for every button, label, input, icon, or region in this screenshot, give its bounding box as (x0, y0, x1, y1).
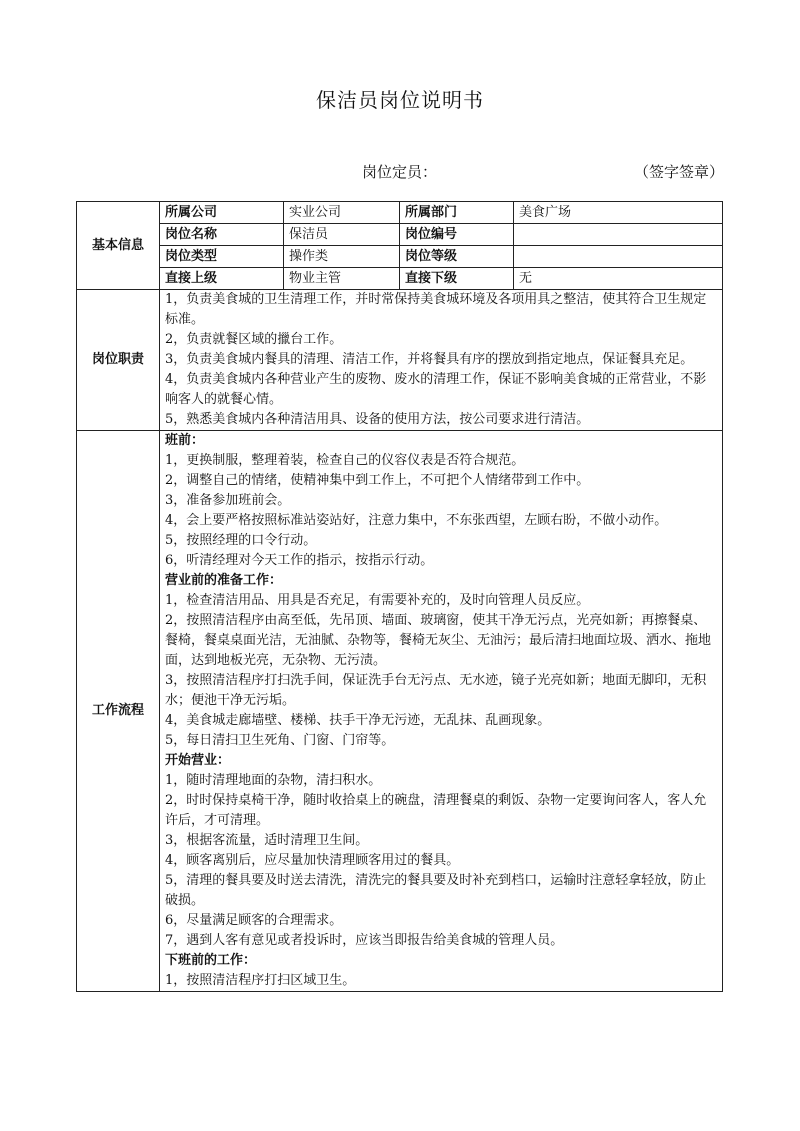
field-label: 直接下级 (400, 268, 514, 290)
list-item: 6，尽量满足顾客的合理需求。 (165, 913, 343, 928)
section-label-basic-info: 基本信息 (77, 202, 160, 290)
table-row (77, 246, 723, 268)
list-item: 3，准备参加班前会。 (165, 493, 291, 508)
field-value: 无 (514, 268, 723, 290)
list-item: 1，负责美食城的卫生清理工作，并时常保持美食城环境及各项用具之整洁，使其符合卫生规定标准。 (165, 292, 707, 327)
workflow-heading: 开始营业： (165, 753, 231, 768)
list-item: 6，听清经理对今天工作的指示，按指示行动。 (165, 553, 434, 568)
field-value: 美食广场 (514, 202, 723, 224)
list-item: 1，随时清理地面的杂物，清扫积水。 (165, 773, 382, 788)
list-item: 5，清理的餐具要及时送去清洗，清洗完的餐具要及时补充到档口，运输时注意轻拿轻放，防止破损。 (165, 873, 707, 908)
duties-cell (160, 290, 723, 431)
list-item: 7，遇到人客有意见或者投诉时，应该当即报告给美食城的管理人员。 (165, 933, 564, 948)
field-value: 操作类 (284, 246, 400, 268)
table-row (77, 224, 723, 246)
list-item: 2，调整自己的情绪，使精神集中到工作上，不可把个人情绪带到工作中。 (165, 473, 590, 488)
table-row (77, 268, 723, 290)
workflow-heading: 营业前的准备工作： (165, 573, 283, 588)
list-item: 5，熟悉美食城内各种清洁用具、设备的使用方法，按公司要求进行清洁。 (165, 412, 590, 427)
list-item: 3，负责美食城内餐具的清理、清洁工作，并将餐具有序的摆放到指定地点，保证餐具充足。 (165, 352, 694, 367)
list-item: 4，负责美食城内各种营业产生的废物、废水的清理工作，保证不影响美食城的正常营业，不影响客人的就餐心情。 (165, 372, 707, 407)
field-label: 所属部门 (400, 202, 514, 224)
list-item: 5，按照经理的口令行动。 (165, 533, 317, 548)
field-value: 实业公司 (284, 202, 400, 224)
list-item: 2，按照清洁程序由高至低，先吊顶、墙面、玻璃窗，使其干净无污点，光亮如新；再擦餐桌、餐椅，餐桌桌面光洁，无油腻、杂物等，餐椅无灰尘、无油污；最后清扫地面垃圾、洒水、拖地面，达到地板光亮，无杂物、无污渍。 (165, 613, 712, 668)
list-item: 2，负责就餐区域的擸台工作。 (165, 332, 343, 347)
table-row (77, 290, 723, 431)
list-item: 4，美食城走廊墙壁、楼梯、扶手干净无污迹，无乱抹、乱画现象。 (165, 713, 551, 728)
page-title: 保洁员岗位说明书 (316, 88, 484, 112)
table-row (77, 202, 723, 224)
list-item: 4，会上要严格按照标准站姿站好，注意力集中，不东张西望，左顾右盼，不做小动作。 (165, 513, 668, 528)
field-label: 直接上级 (160, 268, 284, 290)
list-item: 4，顾客离别后，应尽量加快清理顾客用过的餐具。 (165, 853, 460, 868)
field-label: 岗位名称 (160, 224, 284, 246)
list-item: 1，按照清洁程序打扫区域卫生。 (165, 973, 356, 988)
section-label-duties: 岗位职责 (77, 290, 160, 431)
field-label: 岗位编号 (400, 224, 514, 246)
field-value: 保洁员 (284, 224, 400, 246)
field-value (514, 246, 723, 268)
field-label: 岗位等级 (400, 246, 514, 268)
field-label: 所属公司 (160, 202, 284, 224)
list-item: 5，每日清扫卫生死角、门窗、门帘等。 (165, 733, 395, 748)
field-label: 岗位类型 (160, 246, 284, 268)
job-description-table (76, 201, 723, 992)
section-label-workflow: 工作流程 (77, 431, 160, 992)
list-item: 3，根据客流量，适时清理卫生间。 (165, 833, 369, 848)
list-item: 1，更换制服，整理着装，检查自己的仪容仪表是否符合规范。 (165, 453, 525, 468)
field-value (514, 224, 723, 246)
list-item: 3，按照清洁程序打扫洗手间，保证洗手台无污点、无水迹，镜子光亮如新；地面无脚印，无积水；便池干净无污垢。 (165, 673, 707, 708)
headcount-label: 岗位定员： (362, 163, 438, 181)
workflow-cell (160, 431, 723, 992)
table-row (77, 431, 723, 992)
list-item: 2，时时保持桌椅干净，随时收拾桌上的碗盘，清理餐桌的剩饭、杂物一定要询问客人，客人允许后，才可清理。 (165, 793, 707, 828)
list-item: 1，检查清洁用品、用具是否充足，有需要补充的，及时向管理人员反应。 (165, 593, 590, 608)
signature-hint: （签字签章） (634, 163, 725, 181)
workflow-heading: 班前： (165, 433, 205, 448)
workflow-heading: 下班前的工作： (165, 953, 257, 968)
field-value: 物业主管 (284, 268, 400, 290)
